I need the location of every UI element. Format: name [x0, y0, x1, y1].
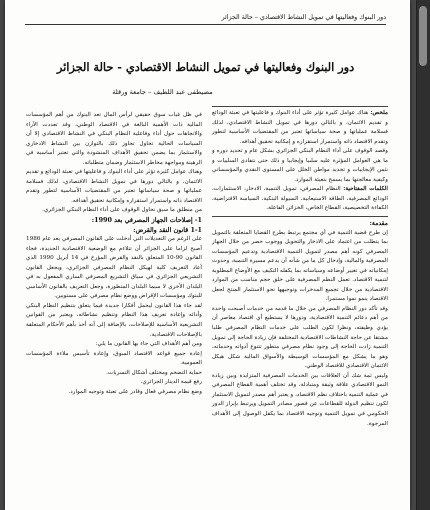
scrollbar-thumb[interactable]	[419, 6, 427, 66]
article-author: مصيطفى عبد اللطيف – جامعة ورقلة	[112, 88, 213, 96]
article-title: دور البنوك وفعاليتها في تمويل النشاط الاقتصادي - حالة الجزائر	[56, 60, 355, 74]
abstract-top-rule	[212, 106, 388, 107]
right-column	[212, 104, 388, 429]
abstract-label: ملخص:	[370, 110, 388, 116]
intro-paragraph-3: وليس ثمة شك أن العلاقات بين الخدمات المصرفية المتزايدة وبين زيادة النمو الاقتصادي علاقة وثيقة ومتبادلة، وقد تختلف أهمية القطاع المصرفي في عملية التنمية باختلاف نظم الاقتصاد، و يعتبر أهم مصدر لتمويل الاستثمار لكون تنظيم الدولة للقطاعات عن قصور مصادر التمويل ويرتبط بإبراز الدور الحكومي في تمويل التنمية وتوجيه الاقتصاد بما يكفل الوصول إلى الأهداف المرجوة.	[212, 372, 388, 427]
intro-paragraph-1: إن طرح قضية التنمية في أي مجتمع يرتبط بطرح القضايا المتعلقة بالتمويل بما يتطلب من اعتماد على الادخار والتحويل ووجوب حصر من خلال الجهاز المصرفي كونه أهم مصدر لتمويل التنمية الاقتصادية وتدعيم المؤسسات المصرفية والمالية، وإدخال كل ما من شأنه أن يدعم مسيرة التنمية، وحدوث إمكانياته في تغيير أوضاعه وسياساته بما يكفله التكيف مع الأوضاع المطلوبة لتنمية الاقتصاد. تعمل النظم المصرفية على خلق حجم مناسب من الموارد الاقتصادية من خلال تجميع المدخرات وتوجيهها نحو الاستثمار المنتج لجعل الاقتصاد ينمو نموا مستمرا.	[212, 229, 388, 303]
left-column	[26, 111, 202, 397]
document-page	[5, 0, 410, 510]
abstract-paragraph-2: وقصد الوقوف على أداء النظام البنكي الجزائري بشكل عام و تحديد دوره و ما هي العوامل المؤثرة عليه سلبيا وإيجابيا و ذلك حتى نتفادى السلبيات و نثمن الإيجابيات و تحديد مواطن الخلل على المستوى النقدي والمؤسساتي وكيفية معالجتها بما يسمح بتعبئة الموارد.	[212, 148, 388, 183]
vertical-scrollbar[interactable]	[416, 0, 430, 510]
bullet-item: إعادة جميع قواعد الاقتصاد السوق، وإعادة تأسيس ملاءة المؤسسات العمومية.	[26, 350, 202, 367]
keywords-paragraph	[212, 185, 388, 214]
intro-paragraph-2: وقد تأكد دور النظام المصرفي من خلال ما قدمه من خدمات أصبحت واحدة من أهم دعائم التنمية الاقتصادية، ودورها لا يستطيع أي اقتصاد معاصر أن يؤدي وظيفته، ونظرا لكون الطلب على خدمات النظام المصرفي طلبا مشتقا عن حاجة النشاطات الاقتصادية المختلفة فإن زيادة الحاجة إلى تمويل التنمية زادت الحاجة إلى وجود نظام مصرفي متطور تتنوع أدواته وخدماته، وهو ما يشكل مع المؤسسات الوسيطة والأسواق المالية شكل هيكل الائتمان الاقتصادي للاقتصاد الوطني.	[212, 305, 388, 370]
left-paragraph-3: من منطلق ما سبق نحاول الوقوف على أداء النظام البنكي الجزائري.	[42, 207, 202, 214]
left-paragraph-1: في ظل غياب سوق حقيقي لرأس المال تعد البنوك من أهم المؤسسات المالية ذات الأهمية البالغة في الاقتصاد الوطني، وقد تعددت الآراء والاتجاهات حول أداء وفاعلية النظام البنكي في النشاط الاقتصادي إلا أن السياسات الحالية تحاول تجاوز ذلك بالتوازن بين النشاط الادخاري والاستثمار بما يضمن تحقيق الأهداف المنشودة والتي تعتبر أساسية في الرهينة ومواجهة مخاطر الاستثمار وضمان متطلباته.	[26, 112, 202, 166]
intro-heading: مقدمة:	[369, 220, 388, 228]
left-paragraph-2: وهناك عوامل كثيرة تؤثر على أداء البنوك و فاعليتها في تعبئة الودائع و تقديم الائتمان، و بالتالي دورها في تمويل النشاط الاقتصادي، لذلك فسلامة عملياتها و صحة سياساتها تعتبر من المقتضيات الأساسية لتطور وتقدم الاقتصاد ذاته واستمرار استقراره وإمكانية تحقيق أهدافه.	[26, 169, 202, 204]
keywords-text: النظام المصرفي، تمويل التنمية، الادخار، الاستثمارات، الودائع المصرفية، الطاقة الاستيعابية، السيولة البنكية، السياسة الاقتراضية، الكفاءة التخصيصية، القطاع الخاص، الخزائن الفاعلة.	[212, 186, 388, 212]
section-1-1-heading: 1-1 قانون النقد والقرض:	[133, 225, 202, 234]
left-paragraph-4: على الرغم من التعديلات التي أدخلت على القانون المصرفي بعد عام 1986 أصبح لزاما على الجزائر أن تتلاءم مع الوضعية الاقتصادية الجديدة، فجاء القانون 90-10 المتعلق بالنقد والقرض المؤرخ في 14 أبريل 1990 الذي أعاد التعريف كلية لهيكل النظام المصرفي الجزائري، ويجعل القانون التشريعي الجزائري في سياق التشريع المصرفي الساري المفعول به في البلدان الأخرى لا سيما البلدان المتطورة، وجعل التعريف بالقانون الأساسي للبنوك ومؤسسات الإقراض ووضع نظام مصرفي على مستويين.	[26, 236, 202, 300]
section-1-heading: 1- إصلاحات الجهاز المصرفي بعد 1990:	[91, 216, 202, 225]
bullet-item: وضع نظام مصرفي فعال وقادر على تعبئة وتوجيه الموارد.	[68, 388, 202, 395]
bullet-item: حماية التضخم ومختلف أشكال التسربات.	[106, 369, 202, 376]
bullet-item: رفع قيمة الدينار الجزائري.	[140, 379, 202, 386]
keywords-label: الكلمات المفتاحية:	[343, 186, 388, 193]
left-paragraph-5: لقد جاء هذا القانون ليحمل أفكارا جديدة فيما يتعلق بتنظيم النظام البنكي وأدائه وإعادة تعريف هذا النظام وتنظيم نشاطاته، ويعتبر من القوانين التشريعية الأساسية للإصلاحات، بالإضافة إلى أنه أخذ بأهم الأحكام المتعلقة بالإصلاحات الاقتصادية.	[26, 302, 202, 338]
running-header: دور البنوك وفعاليتها في تمويل النشاط الاقتصادي – حالة الجزائر	[25, 14, 386, 25]
left-paragraph-6: ومن أهم الأهداف التي جاء بها القانون ما يلي:	[95, 341, 202, 348]
abstract-bottom-rule	[212, 216, 388, 217]
abstract-text: هناك عوامل كثيرة تؤثر على أداء البنوك و فاعليتها في تعبئة الودائع و تقديم الائتمان، و بالتالي دورها في تمويل النشاط الاقتصادي، لذلك فسلامة عملياتها و صحة سياساتها تعتبر من المقتضيات الأساسية لتطور وتقدم الاقتصاد ذاته واستمرار استقراره و إمكانية تحقيق أهدافه.	[212, 110, 388, 145]
abstract-paragraph	[212, 109, 388, 147]
